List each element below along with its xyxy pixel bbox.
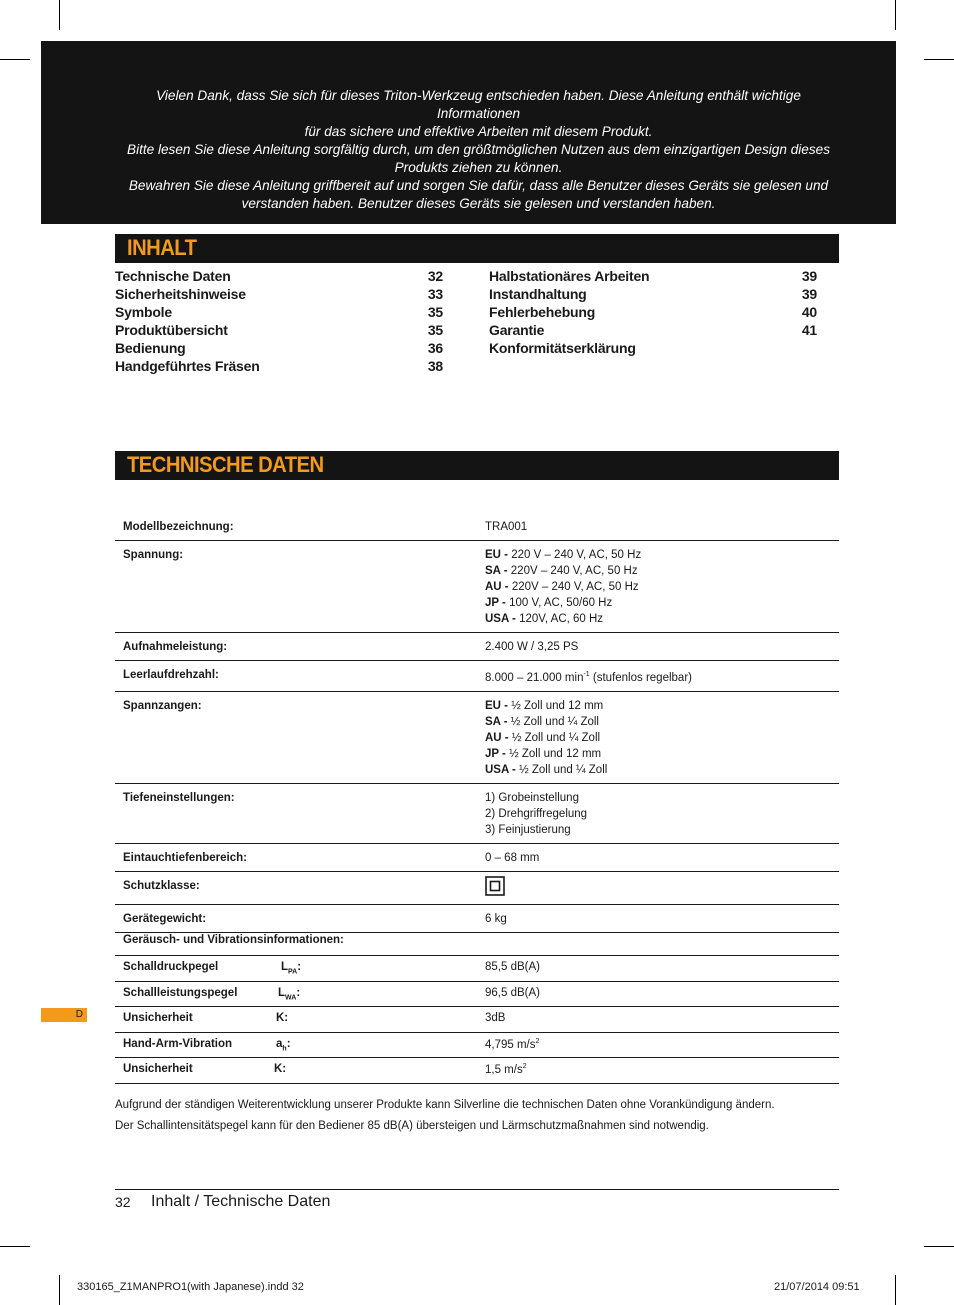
- crop-mark: [0, 1246, 30, 1247]
- noise-symbol: [276, 1038, 291, 1052]
- toc-page: 33: [427, 286, 443, 302]
- noise-symbol-letter: L: [278, 986, 286, 999]
- toc-right-column: [489, 267, 817, 357]
- noise-symbol-colon: :: [286, 1037, 291, 1050]
- footnote: Aufgrund der ständigen Weiterentwicklung unserer Produkte kann Silverline die technischen Daten ohne Vorankündigung ändern.: [115, 1099, 775, 1111]
- toc-page: 36: [427, 340, 443, 356]
- toc-page: 41: [801, 322, 817, 338]
- toc-entry[interactable]: [489, 267, 817, 285]
- noise-symbol-letter: L: [281, 961, 289, 973]
- intro-line: verstanden haben. Benutzer dieses Geräts sie gelesen und verstanden haben.: [241, 196, 716, 211]
- noise-value-text: 1,5 m/s: [485, 1063, 523, 1076]
- region-label: EU -: [485, 549, 508, 561]
- spec-value: [485, 611, 839, 627]
- toc-entry[interactable]: [489, 285, 817, 303]
- intro-line: Bewahren Sie diese Anleitung griffbereit auf und sorgen Sie dafür, dass alle Benutzer dieses Geräts sie gelesen und: [128, 178, 829, 193]
- speed-range: 8.000 – 21.000 min: [485, 671, 584, 684]
- intro-box: [41, 41, 896, 224]
- spec-value: [485, 746, 839, 762]
- crop-mark: [59, 0, 60, 30]
- spec-label: Gerätegewicht:: [123, 912, 207, 925]
- region-label: EU -: [485, 699, 508, 712]
- region-label: SA -: [485, 565, 508, 577]
- region-label: AU -: [485, 731, 509, 744]
- spec-row-tiefe: [115, 784, 839, 844]
- toc-page: 39: [801, 286, 817, 302]
- noise-symbol: [281, 961, 301, 975]
- inhalt-heading: INHALT: [127, 235, 197, 260]
- crop-mark: [0, 59, 30, 60]
- region-value: 220V – 240 V, AC, 50 Hz: [511, 581, 639, 593]
- noise-value-text: 85,5 dB(A): [485, 961, 540, 973]
- language-tab: D: [41, 1008, 87, 1022]
- toc-title: Bedienung: [115, 340, 186, 356]
- noise-heading: Geräusch- und Vibrationsinformationen:: [123, 934, 344, 946]
- toc-title: Produktübersicht: [115, 322, 228, 338]
- noise-row: [115, 982, 839, 1008]
- page-number: 32: [115, 1194, 131, 1210]
- noise-symbol-colon: :: [296, 986, 301, 999]
- toc-title: Instandhaltung: [489, 286, 587, 302]
- toc-page: 35: [427, 322, 443, 338]
- technische-daten-heading: TECHNISCHE DATEN: [127, 452, 324, 477]
- spec-value: [485, 667, 839, 686]
- toc-title: Konformitätserklärung: [489, 340, 636, 356]
- toc-entry[interactable]: [489, 339, 817, 357]
- spec-row-gewicht: [115, 905, 839, 933]
- spec-value: 1) Grobeinstellung: [485, 791, 579, 804]
- spec-row-aufnahme: [115, 633, 839, 661]
- intro-text: [121, 87, 836, 213]
- spec-value: TRA001: [485, 521, 528, 533]
- speed-unit-exponent: -1: [583, 671, 590, 678]
- toc-title: Halbstationäres Arbeiten: [489, 268, 650, 284]
- noise-label: Schallleistungspegel: [123, 986, 238, 999]
- spec-value: [485, 563, 839, 579]
- spec-value: [485, 714, 839, 730]
- spec-label: Spannzangen:: [123, 699, 202, 712]
- noise-row: [115, 1007, 839, 1033]
- crop-mark: [924, 1246, 954, 1247]
- toc-title: Symbole: [115, 304, 172, 320]
- toc-entry[interactable]: [115, 339, 443, 357]
- footnote: Der Schallintensitätspegel kann für den Bediener 85 dB(A) übersteigen und Lärmschutzmaßnahmen sind notwendig.: [115, 1120, 709, 1132]
- region-value: ½ Zoll und ¼ Zoll: [519, 763, 608, 776]
- noise-value: [485, 961, 540, 973]
- slug-file: 330165_Z1MANPRO1(with Japanese).indd 32: [77, 1281, 304, 1293]
- toc-entry[interactable]: [115, 357, 443, 375]
- spec-value: [485, 698, 839, 714]
- region-value: 120V, AC, 60 Hz: [519, 613, 604, 625]
- spec-row-spannzangen: [115, 692, 839, 784]
- noise-label: Unsicherheit: [123, 1012, 193, 1024]
- noise-value: [485, 987, 540, 999]
- noise-symbol: K:: [274, 1063, 287, 1075]
- region-label: AU -: [485, 581, 509, 593]
- toc-entry[interactable]: [489, 321, 817, 339]
- region-value: ½ Zoll und ¼ Zoll: [510, 715, 599, 728]
- spec-value: 2) Drehgriffregelung: [485, 807, 588, 820]
- noise-symbol-colon: :: [297, 961, 302, 973]
- spec-label: Modellbezeichnung:: [123, 521, 234, 533]
- toc-entry[interactable]: [115, 303, 443, 321]
- toc-title: Garantie: [489, 322, 545, 338]
- region-value: 220 V – 240 V, AC, 50 Hz: [511, 549, 642, 561]
- spec-row-spannung: [115, 541, 839, 633]
- intro-line: Bitte lesen Sie diese Anleitung sorgfältig durch, um den größtmöglichen Nutzen aus dem einzigartigen Design dieses: [127, 142, 830, 157]
- region-label: JP -: [485, 597, 506, 609]
- toc-title: Sicherheitshinweise: [115, 286, 246, 302]
- region-value: ½ Zoll und 12 mm: [511, 699, 604, 712]
- toc-entry[interactable]: [115, 267, 443, 285]
- noise-label: Hand-Arm-Vibration: [123, 1037, 233, 1050]
- spec-label: Aufnahmeleistung:: [123, 641, 228, 653]
- spec-row-schutzklasse: [115, 872, 839, 905]
- noise-symbol-sub: PA: [288, 968, 298, 976]
- crop-mark: [895, 0, 896, 30]
- region-value: 220V – 240 V, AC, 50 Hz: [510, 565, 638, 577]
- toc-page: 40: [801, 304, 817, 320]
- spec-label: Leerlaufdrehzahl:: [123, 669, 219, 681]
- toc-page: 38: [427, 358, 443, 374]
- double-insulation-icon: [485, 876, 505, 896]
- spec-label: Schutzklasse:: [123, 879, 200, 892]
- noise-symbol: K:: [276, 1012, 289, 1024]
- slug-date: 21/07/2014 09:51: [774, 1281, 860, 1293]
- toc-page: 39: [801, 268, 817, 284]
- crop-mark: [59, 1275, 60, 1305]
- toc-title: Fehlerbehebung: [489, 304, 596, 320]
- spec-value: [485, 547, 839, 563]
- noise-symbol-sub: WA: [285, 993, 297, 1001]
- footer-rule: [115, 1189, 839, 1190]
- noise-value-text: 4,795 m/s: [485, 1038, 536, 1051]
- spec-row-leerlauf: [115, 661, 839, 692]
- toc-title: Technische Daten: [115, 268, 231, 284]
- region-label: USA -: [485, 763, 516, 776]
- noise-symbol-sub: h: [282, 1044, 287, 1052]
- intro-line: Vielen Dank, dass Sie sich für dieses Triton-Werkzeug entschieden haben. Diese Anleitung enthält wichtige Informationen: [156, 88, 801, 121]
- noise-symbol: [278, 987, 300, 1001]
- spec-row-eintauch: [115, 844, 839, 872]
- inhalt-header: [115, 234, 839, 263]
- noise-label: Unsicherheit: [123, 1063, 193, 1075]
- spec-value: [485, 579, 839, 595]
- unit-exponent: 2: [535, 1037, 540, 1045]
- spec-value: 6 kg: [485, 912, 507, 925]
- intro-line: für das sichere und effektive Arbeiten mit diesem Produkt.: [304, 124, 653, 139]
- crop-mark: [895, 1275, 896, 1305]
- noise-row: [115, 1058, 839, 1084]
- technische-daten-header: [115, 451, 839, 480]
- region-label: JP -: [485, 747, 506, 760]
- toc-entry[interactable]: [115, 321, 443, 339]
- toc-entry[interactable]: [489, 303, 817, 321]
- spec-value: 3) Feinjustierung: [485, 823, 571, 836]
- crop-mark: [924, 59, 954, 60]
- region-label: SA -: [485, 715, 508, 728]
- toc-title: Handgeführtes Fräsen: [115, 358, 260, 374]
- noise-label: Schalldruckpegel: [123, 961, 219, 973]
- noise-value-text: 96,5 dB(A): [485, 986, 540, 999]
- noise-symbol-letter: a: [276, 1037, 283, 1050]
- noise-row: [115, 1033, 839, 1059]
- speed-note: (stufenlos regelbar): [589, 671, 692, 684]
- noise-row: [115, 956, 839, 982]
- toc-page: 35: [427, 304, 443, 320]
- toc-page: 32: [427, 268, 443, 284]
- spec-value: [485, 762, 839, 778]
- region-value: ½ Zoll und 12 mm: [509, 747, 602, 760]
- region-value: 100 V, AC, 50/60 Hz: [509, 597, 613, 609]
- intro-line: Produkts ziehen zu können.: [394, 160, 563, 175]
- noise-value: [485, 1038, 539, 1051]
- spec-label: Eintauchtiefenbereich:: [123, 851, 247, 864]
- unit-exponent: 2: [522, 1063, 527, 1070]
- region-label: USA -: [485, 613, 516, 625]
- spec-value: 0 – 68 mm: [485, 851, 540, 864]
- spec-label: Tiefeneinstellungen:: [123, 791, 235, 804]
- noise-table: [115, 955, 839, 1084]
- toc-entry[interactable]: [115, 285, 443, 303]
- spec-value: [485, 730, 839, 746]
- spec-label: Spannung:: [123, 549, 184, 561]
- spec-table: [115, 513, 839, 933]
- spec-value: 2.400 W / 3,25 PS: [485, 641, 579, 653]
- spec-row-modell: [115, 513, 839, 541]
- noise-value: [485, 1063, 527, 1076]
- footer-title: Inhalt / Technische Daten: [151, 1193, 331, 1210]
- region-value: ½ Zoll und ¼ Zoll: [511, 731, 601, 744]
- noise-value: 3dB: [485, 1012, 506, 1024]
- spec-value: [485, 595, 839, 611]
- toc-left-column: [115, 267, 443, 375]
